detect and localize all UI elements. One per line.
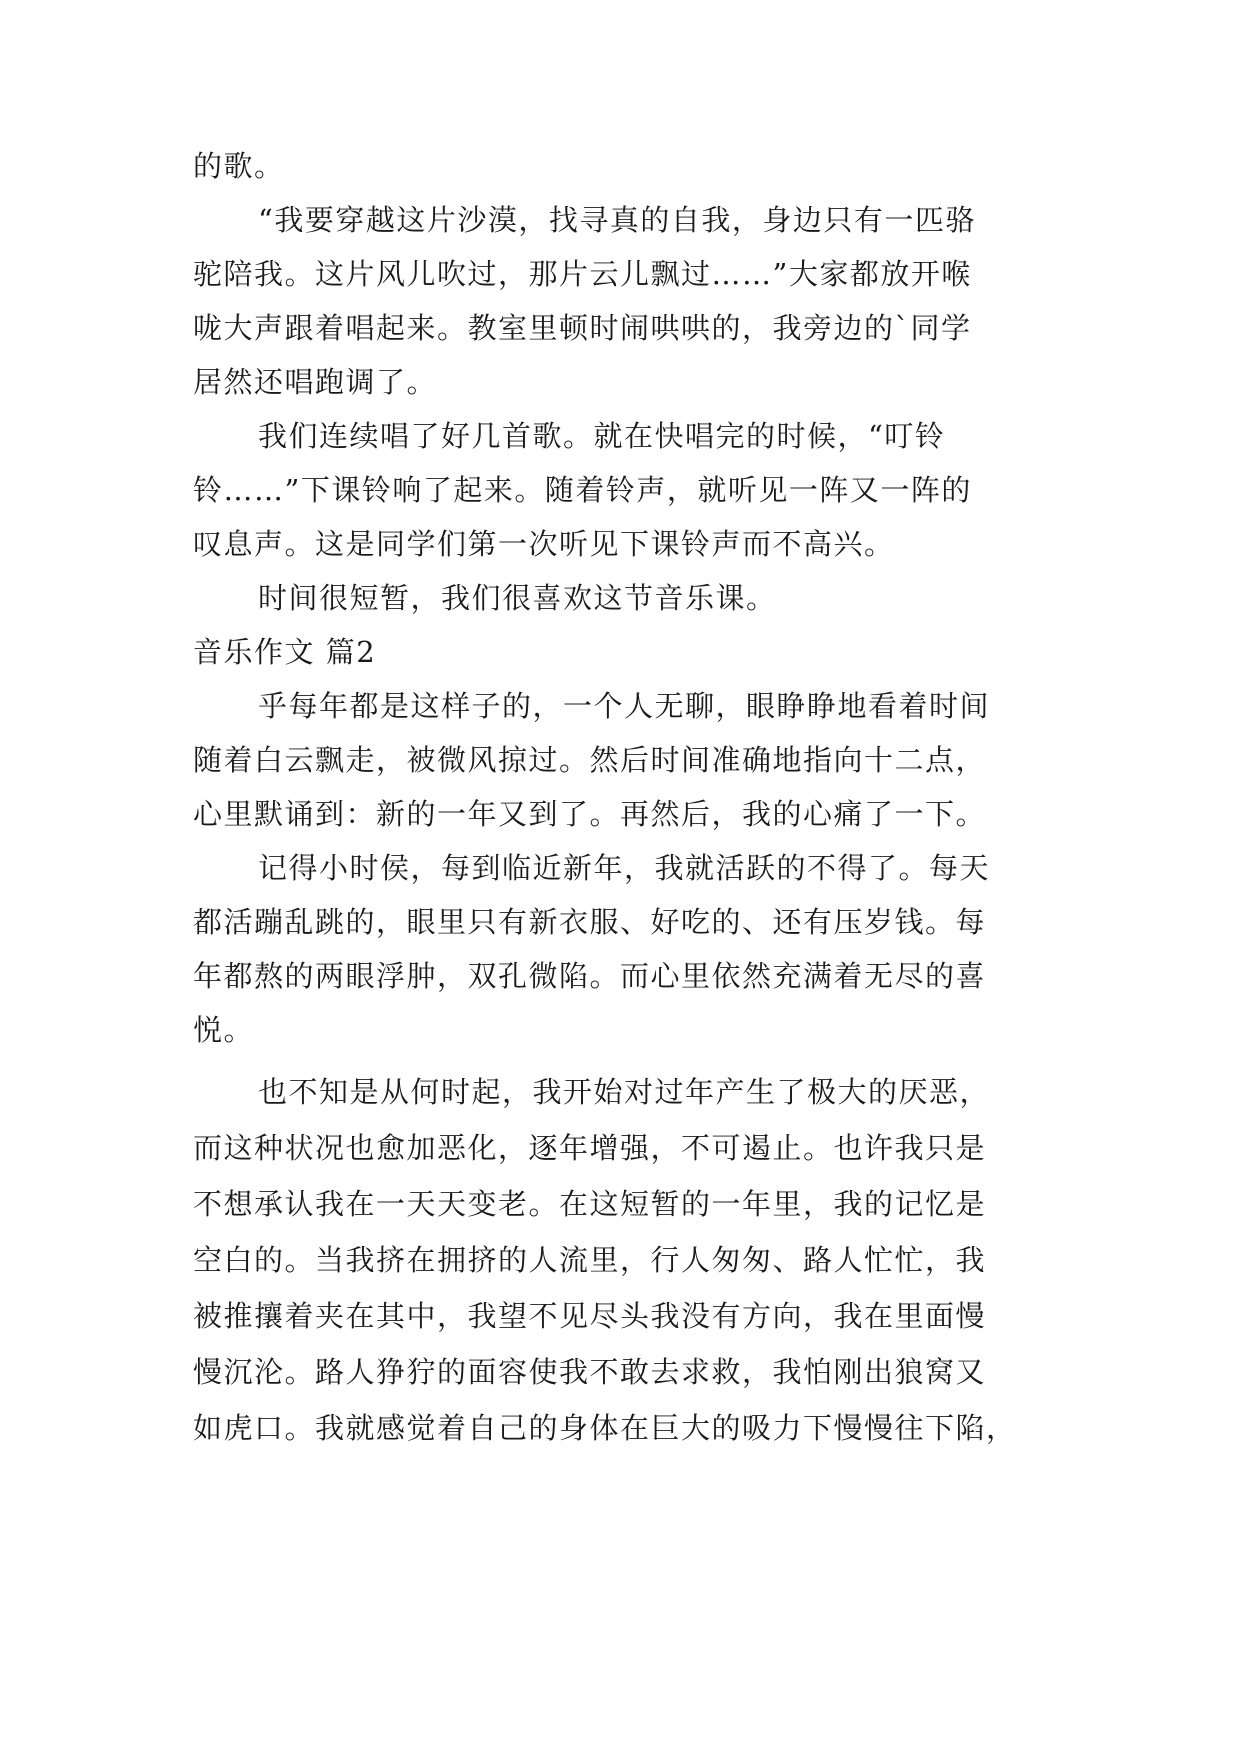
text-line: 被推攘着夹在其中，我望不见尽头我没有方向，我在里面慢 bbox=[193, 1299, 987, 1333]
text-line: 心里默诵到：新的一年又到了。再然后，我的心痛了一下。 bbox=[193, 797, 987, 831]
text-line: 咙大声跟着唱起来。教室里顿时闹哄哄的，我旁边的`同学 bbox=[193, 311, 972, 345]
text-line: 如虎口。我就感觉着自己的身体在巨大的吸力下慢慢往下陷， bbox=[193, 1411, 1017, 1445]
text-line: 不想承认我在一天天变老。在这短暂的一年里，我的记忆是 bbox=[193, 1187, 987, 1221]
text-line: 乎每年都是这样子的，一个人无聊，眼睁睁地看着时间 bbox=[258, 689, 991, 723]
text-line: 居然还唱跑调了。 bbox=[193, 365, 438, 399]
text-line: 空白的。当我挤在拥挤的人流里，行人匆匆、路人忙忙，我 bbox=[193, 1243, 987, 1277]
text-line: 而这种状况也愈加恶化，逐年增强，不可遏止。也许我只是 bbox=[193, 1131, 987, 1165]
text-line: 也不知是从何时起，我开始对过年产生了极大的厌恶， bbox=[258, 1075, 991, 1109]
text-line: 悦。 bbox=[193, 1013, 255, 1047]
section-heading: 音乐作文 篇2 bbox=[193, 635, 377, 669]
text-line: 随着白云飘走，被微风掠过。然后时间准确地指向十二点， bbox=[193, 743, 987, 777]
text-line: 驼陪我。这片风儿吹过，那片云儿飘过……”大家都放开喉 bbox=[193, 257, 972, 291]
text-line: “我要穿越这片沙漠，找寻真的自我，身边只有一匹骆 bbox=[258, 203, 976, 237]
text-line: 慢沉沦。路人狰狞的面容使我不敢去求救，我怕刚出狼窝又 bbox=[193, 1355, 987, 1389]
text-line: 都活蹦乱跳的，眼里只有新衣服、好吃的、还有压岁钱。每 bbox=[193, 905, 987, 939]
text-line: 记得小时侯，每到临近新年，我就活跃的不得了。每天 bbox=[258, 851, 991, 885]
text-line: 的歌。 bbox=[193, 149, 285, 183]
text-line: 年都熬的两眼浮肿，双孔微陷。而心里依然充满着无尽的喜 bbox=[193, 959, 987, 993]
text-line: 时间很短暂，我们很喜欢这节音乐课。 bbox=[258, 581, 777, 615]
text-line: 铃……”下课铃响了起来。随着铃声，就听见一阵又一阵的 bbox=[193, 473, 972, 507]
text-line: 叹息声。这是同学们第一次听见下课铃声而不高兴。 bbox=[193, 527, 895, 561]
text-line: 我们连续唱了好几首歌。就在快唱完的时候，“叮铃 bbox=[258, 419, 946, 453]
